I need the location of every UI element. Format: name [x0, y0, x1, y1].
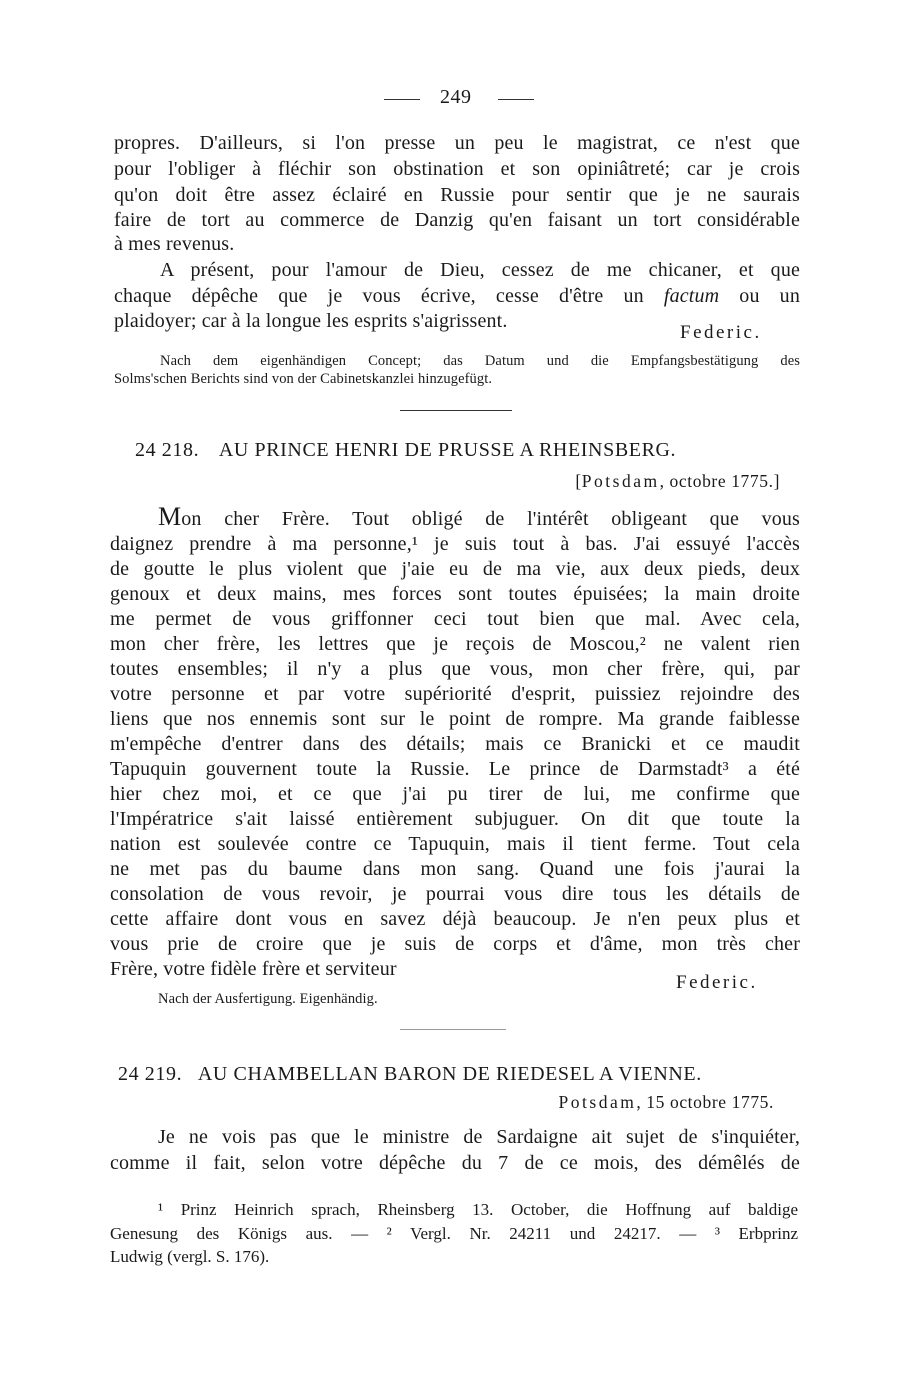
source-note: Nach dem eigenhändigen Concept; das Datum und die Empfangsbestätigung des	[160, 353, 800, 369]
body-text: ou un	[719, 285, 800, 307]
date-place: Potsdam	[558, 1092, 637, 1112]
date-text: , octobre 1775.]	[659, 471, 780, 491]
body-line: consolation de vous revoir, je pourrai vous dire tous les détails de	[110, 883, 800, 905]
body-line: daignez prendre à ma personne,¹ je suis tout à bas. J'ai essuyé l'accès	[110, 533, 800, 555]
body-line: m'empêche d'entrer dans des détails; mais ce Branicki et ce maudit	[110, 733, 800, 755]
body-line: toutes ensembles; il n'y a plus que vous, mon cher frère, qui, par	[110, 658, 800, 680]
body-line: nation est soulevée contre ce Tapuquin, mais il tient ferme. Tout cela	[110, 833, 800, 855]
footnote-line: ¹ Prinz Heinrich sprach, Rheinsberg 13. October, die Hoffnung auf baldige	[158, 1200, 798, 1219]
letter-dateline	[559, 1092, 774, 1113]
section-divider	[400, 410, 512, 411]
date-text: , 15 octobre 1775.	[636, 1092, 774, 1112]
letter-number: 24 218.	[135, 439, 200, 461]
letter-title: AU CHAMBELLAN BARON DE RIEDESEL A VIENNE.	[197, 1063, 702, 1085]
page-number: 249	[440, 86, 472, 108]
section-divider	[400, 1029, 506, 1030]
body-line: propres. D'ailleurs, si l'on presse un peu le magistrat, ce n'est que	[114, 132, 800, 154]
body-line-with-italic	[114, 285, 800, 308]
letter-heading	[135, 439, 676, 462]
body-text: on cher Frère. Tout obligé de l'intérêt obligeant que vous	[181, 508, 800, 530]
body-line: ne met pas du baume dans mon sang. Quand une fois j'aurai la	[110, 858, 800, 880]
body-text: chaque dépêche que je vous écrive, cesse d'être un	[114, 285, 664, 307]
signature: Federic.	[676, 972, 758, 993]
body-line: Tapuquin gouvernent toute la Russie. Le prince de Darmstadt³ a été	[110, 758, 800, 780]
body-line: comme il fait, selon votre dépêche du 7 de ce mois, des démêlés de	[110, 1152, 800, 1174]
italic-word: factum	[663, 285, 720, 307]
body-line: Frère, votre fidèle frère et serviteur	[110, 958, 397, 980]
source-note: Nach der Ausfertigung. Eigenhändig.	[158, 991, 378, 1007]
page-number-rule-left	[384, 99, 420, 100]
body-line: hier chez moi, et ce que j'ai pu tirer de lui, me confirme que	[110, 783, 800, 805]
body-line: vous prie de croire que je suis de corps et d'âme, mon très cher	[110, 933, 800, 955]
letter-heading	[118, 1063, 702, 1086]
body-line: l'Impératrice s'ait laissé entièrement subjuguer. On dit que toute la	[110, 808, 800, 830]
letter-number: 24 219.	[118, 1063, 183, 1085]
body-line: à mes revenus.	[114, 233, 235, 255]
body-line: mon cher frère, les lettres que je reçois de Moscou,² ne valent rien	[110, 633, 800, 655]
initial-capital: M	[158, 502, 182, 531]
body-line: plaidoyer; car à la longue les esprits s'aigrissent.	[114, 310, 508, 332]
page-number-rule-right	[498, 99, 534, 100]
body-line: faire de tort au commerce de Danzig qu'en faisant un tort considérable	[114, 209, 800, 231]
letter-title: AU PRINCE HENRI DE PRUSSE A RHEINSBERG.	[218, 439, 677, 461]
body-line: votre personne et par votre supériorité d'esprit, puissiez rejoindre des	[110, 683, 800, 705]
footnote-line: Ludwig (vergl. S. 176).	[110, 1247, 270, 1266]
body-line: liens que nos ennemis sont sur le point de rompre. Ma grande faiblesse	[110, 708, 800, 730]
body-line: qu'on doit être assez éclairé en Russie pour sentir que je ne saurais	[114, 184, 800, 206]
bracket-text: [	[575, 471, 582, 491]
body-line: A présent, pour l'amour de Dieu, cessez de me chicaner, et que	[160, 259, 800, 281]
body-line: pour l'obliger à fléchir son obstination et son opiniâtreté; car je crois	[114, 158, 800, 180]
letter-dateline	[575, 471, 780, 492]
signature: Federic.	[680, 322, 762, 343]
body-line: Je ne vois pas que le ministre de Sardaigne ait sujet de s'inquiéter,	[158, 1126, 800, 1148]
body-line: me permet de vous griffonner ceci tout bien que mal. Avec cela,	[110, 608, 800, 630]
source-note: Solms'schen Berichts sind von der Cabinetskanzlei hinzugefügt.	[114, 371, 493, 387]
body-line: de goutte le plus violent que j'aie eu de ma vie, aux deux pieds, deux	[110, 558, 800, 580]
date-place: Potsdam	[581, 471, 660, 491]
body-line: cette affaire dont vous en savez déjà beaucoup. Je n'en peux plus et	[110, 908, 800, 930]
body-line: genoux et deux mains, mes forces sont toutes épuisées; la main droite	[110, 583, 800, 605]
body-line-opening	[158, 502, 800, 532]
footnote-line: Genesung des Königs aus. — ² Vergl. Nr. 24211 und 24217. — ³ Erbprinz	[110, 1224, 798, 1243]
